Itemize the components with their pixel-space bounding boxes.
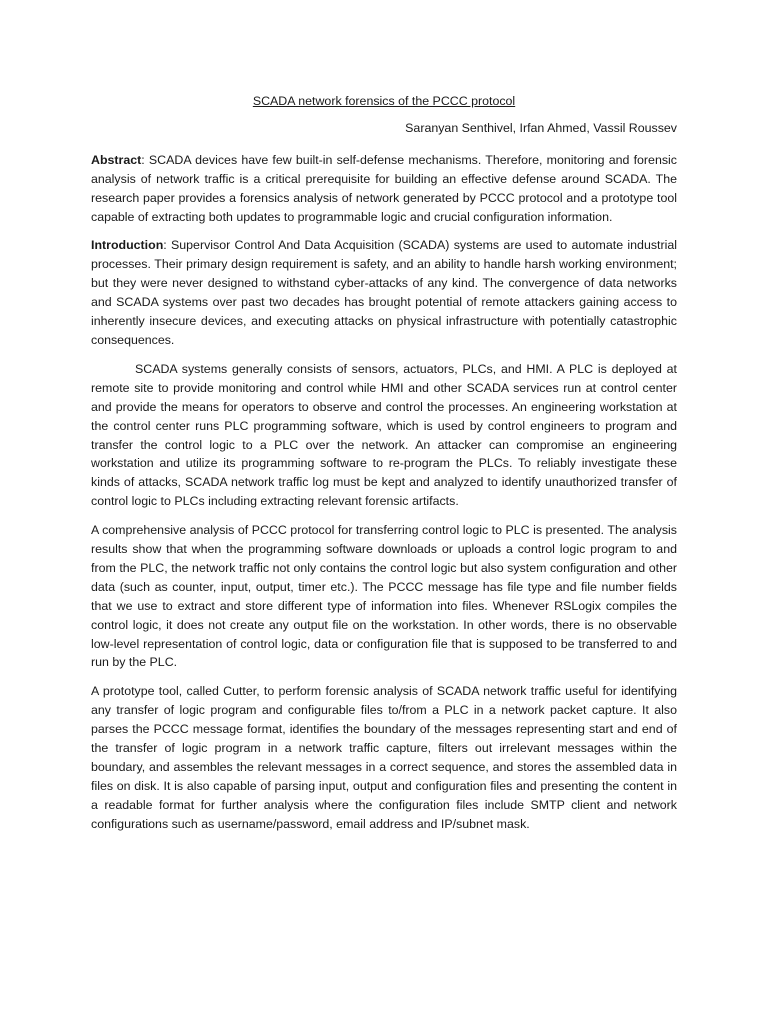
- introduction-text: : Supervisor Control And Data Acquisition (SCADA) systems are used to automate industrial processes. Their primary design requirement is safety, and an ability to handle harsh working environment; but they were never designed to withstand cyber-attacks of any kind. The convergence of data networks and SCADA systems over past two decades has brought potential of remote attackers gaining access to inherently insecure devices, and executing attacks on physical infrastructure with potentially catastrophic consequences.: [91, 238, 677, 347]
- document-page: [91, 92, 677, 844]
- abstract-text: : SCADA devices have few built-in self-defense mechanisms. Therefore, monitoring and forensic analysis of network traffic is a critical prerequisite for building an effective defense around SCADA. The research paper provides a forensics analysis of network generated by PCCC protocol and a prototype tool capable of extracting both updates to programmable logic and crucial configuration information.: [91, 152, 677, 224]
- body-paragraph-pccc-analysis: A comprehensive analysis of PCCC protocol for transferring control logic to PLC is presented. The analysis results show that when the programming software downloads or uploads a control logic program to and from the PLC, the network traffic not only contains the control logic but also system configuration and other data (such as counter, input, output, timer etc.). The PCCC message has file type and file number fields that we use to extract and store different type of information into files. Whenever RSLogix compiles the control logic, it does not create any output file on the workstation. In other words, there is no observable low-level representation of control logic, data or configuration file that is supposed to be transferred to and run by the PLC.: [91, 523, 677, 670]
- body-paragraph-scada-components: SCADA systems generally consists of sensors, actuators, PLCs, and HMI. A PLC is deployed at remote site to provide monitoring and control while HMI and other SCADA services run at control center and provide the means for operators to observe and control the processes. An engineering workstation at the control center runs PLC programming software, which is used by control engineers to program and transfer the control logic to a PLC over the network. An attacker can compromise an engineering workstation and utilize its programming software to re-program the PLCs. To reliably investigate these kinds of attacks, SCADA network traffic log must be kept and analyzed to identify unauthorized transfer of control logic to PLCs including extracting relevant forensic artifacts.: [91, 361, 677, 509]
- abstract-paragraph: [91, 151, 677, 227]
- body-paragraph-cutter-tool: A prototype tool, called Cutter, to perform forensic analysis of SCADA network traffic useful for identifying any transfer of logic program and configurable files to/from a PLC in a network packet capture. It also parses the PCCC message format, identifies the boundary of the messages representing start and end of the transfer of logic program in a network traffic capture, filters out irrelevant messages within the boundary, and assembles the relevant messages in a correct sequence, and stores the assembled data in files on disk. It is also capable of parsing input, output and configuration files and presenting the content in a readable format for further analysis where the configuration files include SMTP client and network configurations such as username/password, email address and IP/subnet mask.: [91, 684, 677, 831]
- author-list: Saranyan Senthivel, Irfan Ahmed, Vassil Roussev: [405, 120, 677, 135]
- document-title: SCADA network forensics of the PCCC protocol: [252, 94, 516, 108]
- introduction-paragraph: [91, 236, 677, 349]
- introduction-heading: Introduction: [91, 238, 164, 253]
- abstract-heading: Abstract: [91, 152, 142, 167]
